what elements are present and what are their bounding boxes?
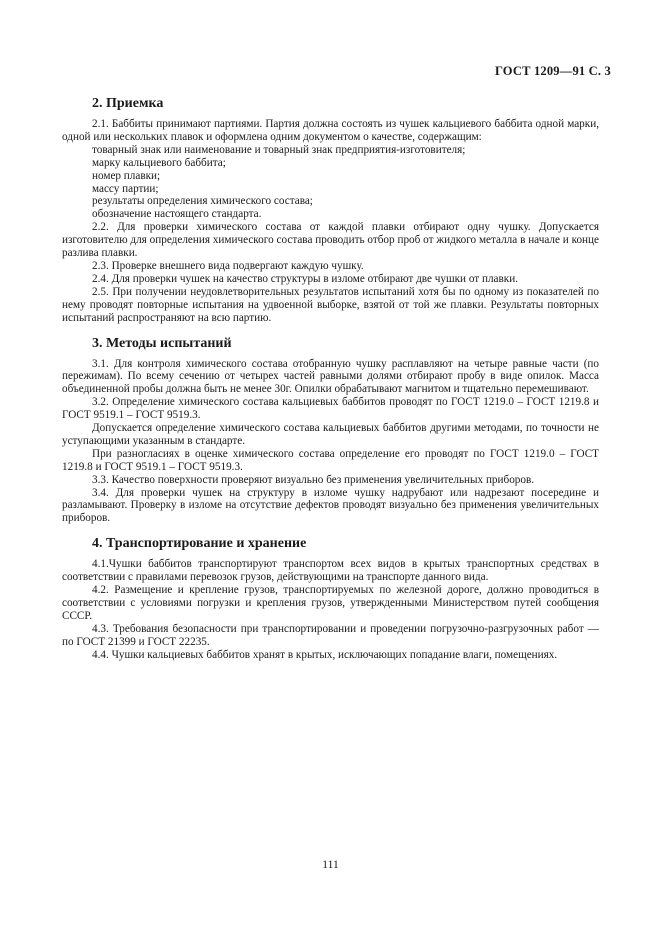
paragraph: 2.1. Баббиты принимают партиями. Партия должна состоять из чушек кальциевого баббита одной марки, одной или нескольких плавок и оформлена одним документом о качестве, содержащим: bbox=[62, 118, 599, 143]
paragraph: 2.3. Проверке внешнего вида подвергают каждую чушку. bbox=[92, 259, 364, 272]
paragraph: Допускается определение химического состава кальциевых баббитов другими методами, по точности не уступающими указанным в стандарте. bbox=[62, 422, 599, 447]
list-item: товарный знак или наименование и товарный знак предприятия-изготовителя; bbox=[92, 143, 466, 156]
paragraph: 2.5. При получении неудовлетворительных результатов испытаний хотя бы по одному из показателей по нему проводят повторные испытания на удвоенной выборке, взятой от той же плавки. Результаты повторных испытаний распространяют на всю партию. bbox=[62, 285, 599, 324]
document-body bbox=[62, 96, 599, 662]
running-title: ГОСТ 1209—91 С. 3 bbox=[494, 64, 611, 78]
paragraph: 3.3. Качество поверхности проверяют визуально без применения увеличительных приборов. bbox=[92, 473, 535, 486]
list-item: марку кальциевого баббита; bbox=[92, 156, 226, 169]
section-transport-storage bbox=[62, 536, 599, 661]
paragraph: 4.4. Чушки кальциевых баббитов хранят в крытых, исключающих попадание влаги, помещениях. bbox=[92, 648, 558, 661]
paragraph: 4.3. Требования безопасности при транспортировании и проведении погрузочно-разгрузочных работ — по ГОСТ 21399 и ГОСТ 22235. bbox=[62, 622, 599, 648]
section-heading: 4. Транспортирование и хранение bbox=[92, 536, 307, 552]
section-test-methods bbox=[62, 336, 599, 526]
paragraph: 2.2. Для проверки химического состава от каждой плавки отбирают одну чушку. Допускается изготовителю для определения химического состава проводить отбор проб от жидкого металла в начале и конце разлива плавки. bbox=[62, 221, 599, 260]
list-item: результаты определения химического состава; bbox=[92, 195, 313, 208]
list-item: номер плавки; bbox=[92, 169, 161, 182]
paragraph: 3.1. Для контроля химического состава отобранную чушку расплавляют на четыре равные части (по пережимам). По всему сечению от четырех частей равными долями отбирают пробу в виде опилок. Масса объединенной пробы должна быть не менее 30г. Опилки обрабатывают магнитом и тщательно перемешивают. bbox=[62, 357, 599, 396]
list-item: массу партии; bbox=[92, 182, 159, 195]
paragraph: При разногласиях в оценке химического состава определение его проводят по ГОСТ 1219.0 – ГОСТ 1219.8 и ГОСТ 9519.1 – ГОСТ 9519.3. bbox=[62, 447, 599, 473]
section-acceptance bbox=[62, 96, 599, 325]
paragraph: 3.4. Для проверки чушек на структуру в изломе чушку надрубают или надрезают посередине и разламывают. Проверку в изломе на отсутствие дефектов проводят визуально без применения увеличительных приборов. bbox=[62, 486, 599, 525]
list-item: обозначение настоящего стандарта. bbox=[92, 208, 262, 221]
section-heading: 3. Методы испытаний bbox=[92, 335, 232, 351]
section-heading: 2. Приемка bbox=[92, 96, 164, 111]
paragraph: 4.2. Размещение и крепление грузов, транспортируемых по железной дороге, должно проводиться в соответствии с условиями погрузки и крепления грузов, утвержденными Министерством путей сообщения СССР. bbox=[62, 584, 599, 622]
page-number: 111 bbox=[322, 859, 339, 871]
paragraph: 3.2. Определение химического состава кальциевых баббитов проводят по ГОСТ 1219.0 – ГОСТ 1219.8 и ГОСТ 9519.1 – ГОСТ 9519.3. bbox=[62, 396, 599, 422]
paragraph: 4.1.Чушки баббитов транспортируют транспортом всех видов в крытых транспортных средствах в соответствии с правилами перевозок грузов, действующими на транспорте данного вида. bbox=[62, 558, 599, 584]
paragraph: 2.4. Для проверки чушек на качество структуры в изломе отбирают две чушки от плавки. bbox=[92, 272, 519, 285]
